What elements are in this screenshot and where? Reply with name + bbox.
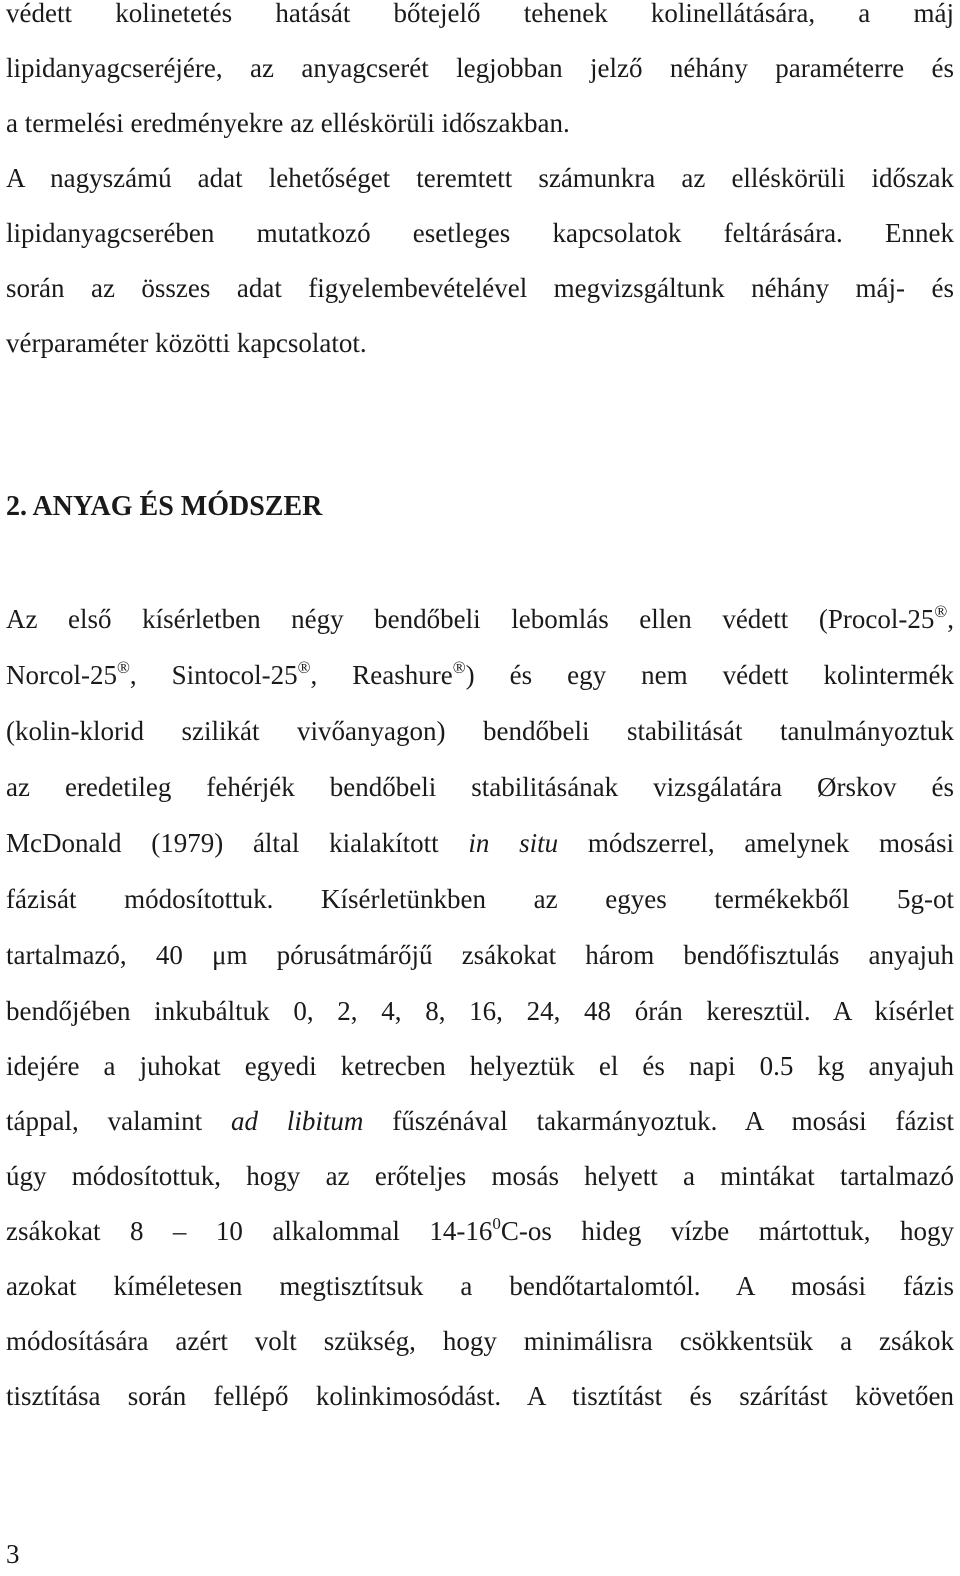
intro-para2-line-2: lipidanyagcserében mutatkozó esetleges kapcsolatok feltárására. Ennek (6, 218, 954, 248)
section-heading: 2. ANYAG ÉS MÓDSZER (6, 491, 323, 522)
page-number: 3 (6, 1539, 20, 1569)
body-line-3: (kolin-klorid szilikát vivőanyagon) bendőbeli stabilitását tanulmányoztuk (6, 716, 954, 746)
body-line-1: Az első kísérletben négy bendőbeli lebomlás ellen védett (Procol-25®, (6, 602, 954, 634)
body-line-9: idejére a juhokat egyedi ketrecben helyeztük el és napi 0.5 kg anyajuh (6, 1051, 954, 1081)
body-line-15: tisztítása során fellépő kolinkimosódást. A tisztítást és szárítást követően (6, 1381, 954, 1411)
intro-line-1: védett kolinetetés hatását bőtejelő tehenek kolinellátására, a máj (6, 0, 954, 28)
body-line-11: úgy módosítottuk, hogy az erőteljes mosás helyett a mintákat tartalmazó (6, 1161, 954, 1191)
body-line-14: módosítására azért volt szükség, hogy minimálisra csökkentsük a zsákok (6, 1326, 954, 1356)
intro-para2-line-1: A nagyszámú adat lehetőséget teremtett számunkra az elléskörüli időszak (6, 163, 954, 193)
body-line-5: McDonald (1979) által kialakított in situ módszerrel, amelynek mosási (6, 828, 955, 858)
body-line-6: fázisát módosítottuk. Kísérletünkben az egyes termékekből 5g-ot (6, 884, 954, 914)
body-line-10: táppal, valamint ad libitum fűszénával takarmányoztuk. A mosási fázist (6, 1106, 954, 1136)
intro-line-2: lipidanyagcseréjére, az anyagcserét legjobban jelző néhány paraméterre és (6, 53, 954, 83)
body-line-7: tartalmazó, 40 μm pórusátmárőjű zsákokat három bendőfisztulás anyajuh (6, 940, 954, 970)
body-line-4: az eredetileg fehérjék bendőbeli stabilitásának vizsgálatára Ørskov és (6, 772, 954, 802)
intro-para2-line-4: vérparaméter közötti kapcsolatot. (6, 328, 367, 358)
body-line-13: azokat kíméletesen megtisztítsuk a bendőtartalomtól. A mosási fázis (6, 1271, 954, 1301)
body-line-2: Norcol-25®, Sintocol-25®, Reashure®) és egy nem védett kolintermék (6, 658, 954, 690)
intro-para2-line-3: során az összes adat figyelembevételével megvizsgáltunk néhány máj- és (6, 273, 954, 303)
body-line-8: bendőjében inkubáltuk 0, 2, 4, 8, 16, 24, 48 órán keresztül. A kísérlet (6, 996, 954, 1026)
body-line-12: zsákokat 8 – 10 alkalommal $14-16^0C-os$ hideg vízbe mártottuk, hogy (6, 1214, 954, 1246)
intro-line-3: a termelési eredményekre az elléskörüli időszakban. (6, 108, 570, 138)
